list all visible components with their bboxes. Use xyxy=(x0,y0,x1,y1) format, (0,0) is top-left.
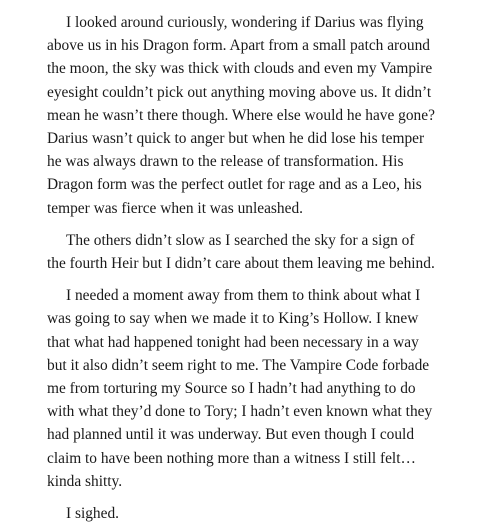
text-line: eyesight couldn’t pick out anything moving above us. It didn’t xyxy=(47,83,432,101)
text-line: that what had happened tonight had been necessary in a way xyxy=(47,333,419,351)
text-line: had planned until it was underway. But even though I could xyxy=(47,426,415,444)
paragraph-4 xyxy=(47,502,456,525)
text-line: claim to have been nothing more than a witness I still felt… xyxy=(47,449,416,467)
text-line: was going to say when we made it to King’s Hollow. I knew xyxy=(47,310,419,328)
text-line: I needed a moment away from them to think about what I xyxy=(66,287,421,305)
text-line: mean he wasn’t there though. Where else would he have gone? xyxy=(47,106,435,124)
text-line: Dragon form was the perfect outlet for rage and as a Leo, his xyxy=(47,176,422,194)
text-line: he was always drawn to the release of transformation. His xyxy=(47,153,404,171)
text-line: the moon, the sky was thick with clouds and even my Vampire xyxy=(47,60,433,78)
text-line: temper was fierce when it was unleashed. xyxy=(47,199,303,217)
paragraph-3 xyxy=(47,284,456,493)
text-line: I sighed. xyxy=(66,505,120,523)
text-line: I looked around curiously, wondering if Darius was flying xyxy=(66,14,424,31)
text-line: with what they’d done to Tory; I hadn’t even known what they xyxy=(47,403,433,421)
paragraph-1 xyxy=(47,11,456,220)
text-line: me from torturing my Source so I hadn’t had anything to do xyxy=(47,380,416,398)
text-line: Darius wasn’t quick to anger but when he did lose his temper xyxy=(47,130,425,148)
paragraph-2 xyxy=(47,229,456,275)
text-line: above us in his Dragon form. Apart from a small patch around xyxy=(47,37,430,55)
text-line: The others didn’t slow as I searched the sky for a sign of xyxy=(66,231,415,249)
text-line: the fourth Heir but I didn’t care about them leaving me behind. xyxy=(47,255,435,273)
text-line: kinda shitty. xyxy=(47,472,123,490)
text-line: but it also didn’t seem right to me. The Vampire Code forbade xyxy=(47,356,430,374)
